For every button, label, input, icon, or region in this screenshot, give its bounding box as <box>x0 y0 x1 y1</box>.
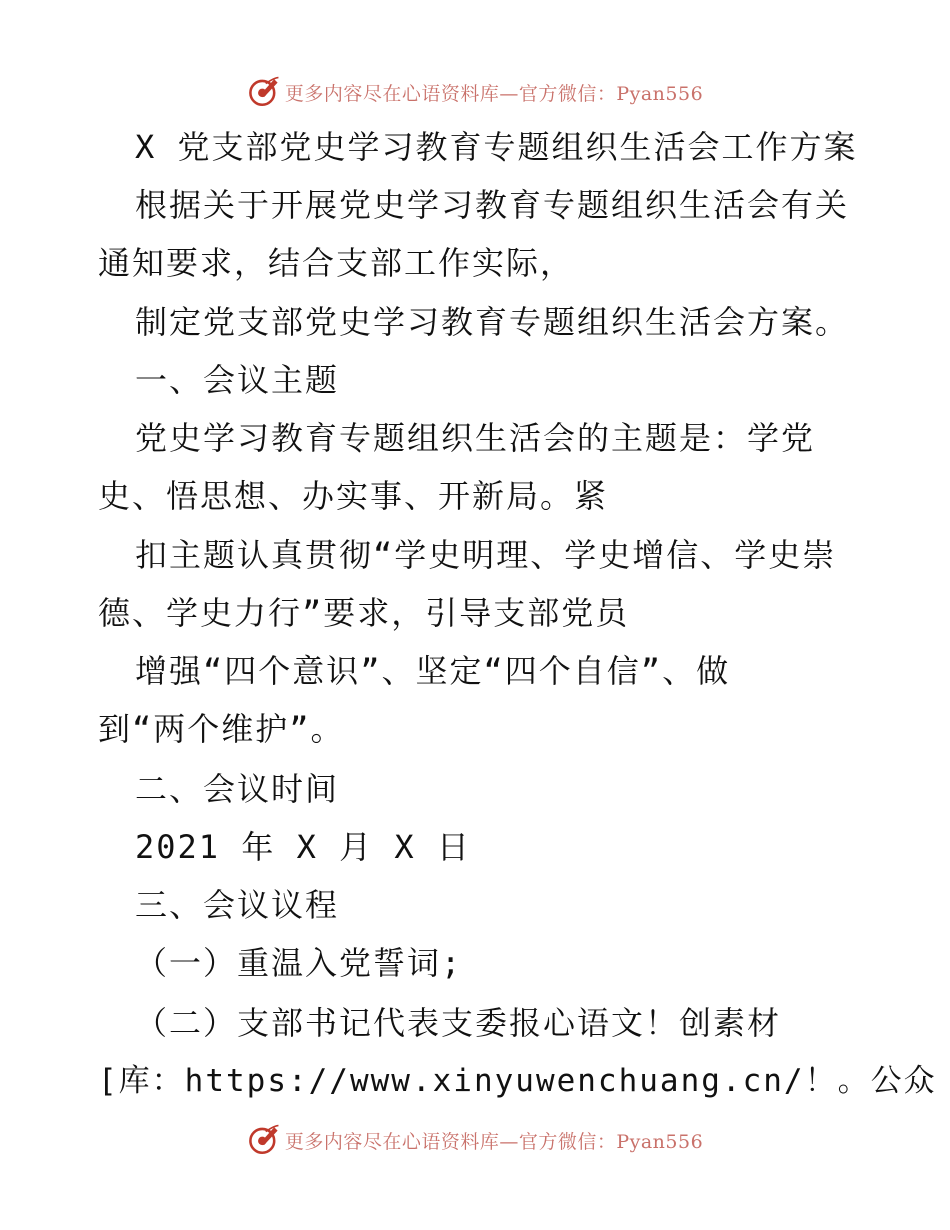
document-line: 党史学习教育专题组织生活会的主题是：学党 <box>135 419 816 457</box>
document-line: 通知要求，结合支部工作实际， <box>98 244 575 282</box>
pen-nib-logo-icon <box>247 1123 281 1157</box>
document-line: （二）支部书记代表支委报心语文！创素材 <box>135 1004 782 1042</box>
document-line: X 党支部党史学习教育专题组织生活会工作方案 <box>135 128 858 166</box>
document-line: [库：https://www.xinyuwenchuang.cn/！。公众 <box>98 1063 937 1099</box>
document-line: 增强“四个意识”、坚定“四个自信”、做 <box>135 652 731 690</box>
document-line: 史、悟思想、办实事、开新局。紧 <box>98 477 609 515</box>
document-line: 一、会议主题 <box>135 361 340 399</box>
document-line: 德、学史力行”要求，引导支部党员 <box>98 594 630 632</box>
document-line: 二、会议时间 <box>135 770 340 808</box>
document-line: 根据关于开展党史学习教育专题组织生活会有关 <box>135 186 850 224</box>
document-line: 扣主题认真贯彻“学史明理、学史增信、学史崇 <box>135 536 837 574</box>
document-line: 2021 年 X 月 X 日 <box>135 828 471 866</box>
document-line: 三、会议议程 <box>135 886 340 924</box>
banner-text: 更多内容尽在心语资料库—官方微信：Pyan556 <box>284 82 704 105</box>
pen-nib-logo-icon <box>247 75 281 109</box>
document-line: （一）重温入党誓词; <box>135 944 463 982</box>
document-line: 制定党支部党史学习教育专题组织生活会方案。 <box>135 303 850 341</box>
document-line: 到“两个维护”。 <box>98 710 345 748</box>
footer-banner <box>0 1120 950 1160</box>
banner-text: 更多内容尽在心语资料库—官方微信：Pyan556 <box>284 1130 704 1153</box>
header-banner <box>0 72 950 112</box>
